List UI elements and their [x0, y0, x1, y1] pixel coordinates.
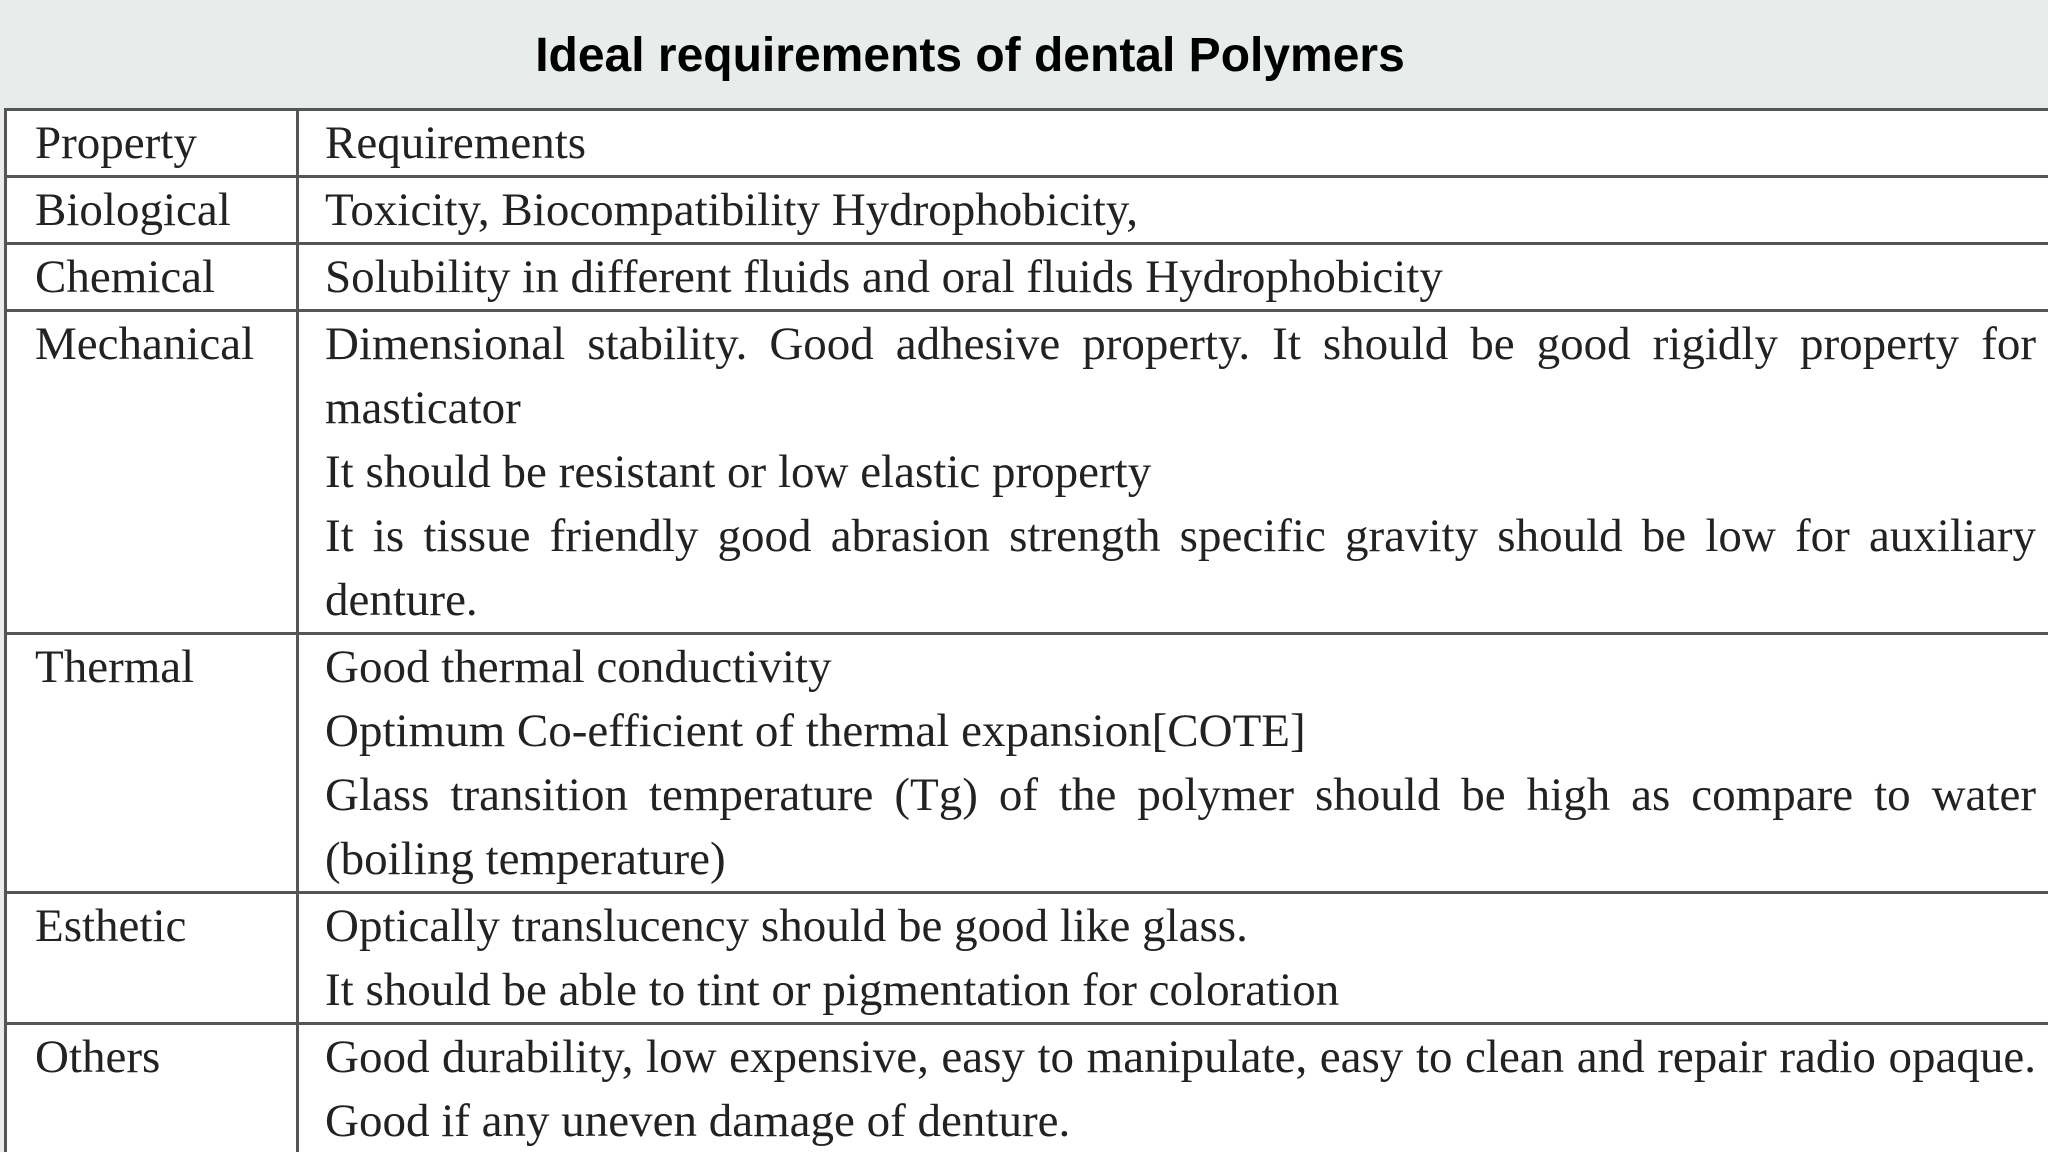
requirements-cell [298, 1024, 2048, 1152]
requirements-cell [298, 311, 2048, 634]
property-cell: Biological [6, 177, 298, 244]
requirement-line: Dimensional stability. Good adhesive property. It should be good rigidly property for masticator [325, 318, 2036, 434]
requirements-table [4, 108, 2048, 1152]
requirements-cell [298, 177, 2048, 244]
property-cell: Chemical [6, 244, 298, 311]
requirement-line: Optically translucency should be good like glass. [325, 900, 1248, 952]
requirements-table-container [4, 108, 2048, 1152]
header-requirements: Requirements [298, 110, 2048, 177]
requirement-line: Good durability, low expensive, easy to manipulate, easy to clean and repair radio opaque. Good if any uneven damage of denture. [325, 1031, 2036, 1147]
requirement-line: It should be resistant or low elastic property [325, 446, 1152, 498]
requirement-line: It should be able to tint or pigmentation for coloration [325, 964, 1340, 1016]
requirement-line: It is tissue friendly good abrasion strength specific gravity should be low for auxiliary denture. [325, 510, 2036, 626]
requirement-line: Glass transition temperature (Tg) of the polymer should be high as compare to water (boiling temperature) [325, 769, 2036, 885]
requirements-cell [298, 634, 2048, 893]
property-cell: Thermal [6, 634, 298, 893]
table-row [6, 177, 2048, 244]
table-row [6, 893, 2048, 1024]
requirement-line: Solubility in different fluids and oral fluids Hydrophobicity [325, 251, 1443, 303]
property-cell: Esthetic [6, 893, 298, 1024]
table-row [6, 311, 2048, 634]
header-property: Property [6, 110, 298, 177]
requirement-line: Optimum Co-efficient of thermal expansion[COTE] [325, 705, 1306, 757]
table-row [6, 244, 2048, 311]
requirement-line: Toxicity, Biocompatibility Hydrophobicity, [325, 184, 1139, 236]
table-header-row [6, 110, 2048, 177]
requirement-line: Good thermal conductivity [325, 641, 832, 693]
slide-title: Ideal requirements of dental Polymers [535, 29, 1405, 82]
table-row [6, 634, 2048, 893]
requirements-cell [298, 244, 2048, 311]
requirements-cell [298, 893, 2048, 1024]
table-row [6, 1024, 2048, 1152]
property-cell: Others [6, 1024, 298, 1152]
property-cell: Mechanical [6, 311, 298, 634]
